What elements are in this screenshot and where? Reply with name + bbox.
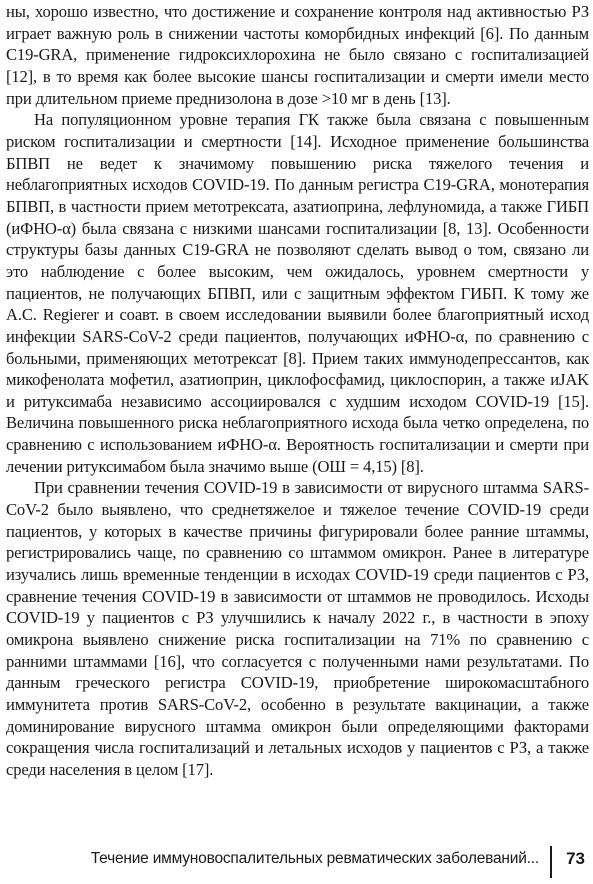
- paragraph-continued: ны, хорошо известно, что достижение и сохранение контроля над активностью РЗ играет важную роль в снижении частоты коморбидных инфекций [6]. По данным C19-GRA, применение гидроксихлорохина не было связано с госпитализацией [12], в то время как более высокие шансы госпитализации и смерти имели место при длительном приеме преднизолона в дозе >10 мг в день [13].: [6, 2, 589, 108]
- body-text: [6, 1, 589, 781]
- page-number: 73: [566, 849, 585, 868]
- paragraph-strain-comparison: При сравнении течения COVID-19 в зависимости от вирусного штамма SARS-CoV-2 было выявлено, что среднетяжелое и тяжелое течение COVID-19 среди пациентов, у которых в качестве причины фигурировали более ранние штаммы, регистрировались чаще, по сравнению со штаммом омикрон. Ранее в литературе изучались лишь временные тенденции в исходах COVID-19 среди пациентов с РЗ, сравнение течения COVID-19 в зависимости от штаммов не проводилось. Исходы COVID-19 у пациентов с РЗ улучшились к началу 2022 г., в частности в эпоху омикрона выявлено снижение риска госпитализации на 71% по сравнению с ранними штаммами [16], что согласуется с полученными нами результатами. По данным греческого регистра COVID-19, приобретение широкомасштабного иммунитета против SARS-CoV-2, особенно в результате вакцинации, а также доминирование вирусного штамма омикрон были определяющими факторами сокращения числа госпитализаций и летальных исходов у пациентов с РЗ, а также среди населения в целом [17].: [6, 478, 589, 779]
- document-page: [6, 0, 589, 884]
- page-footer: [6, 846, 589, 876]
- paragraph-therapy-risk: На популяционном уровне терапия ГК также была связана с повышенным риском госпитализации и смертности [14]. Исходное применение большинства БПВП не ведет к значимому повышению риска тяжелого течения и неблагоприятных исходов COVID-19. По данным регистра C19-GRA, монотерапия БПВП, в частности прием метотрексата, азатиоприна, лефлуномида, а также ГИБП (иФНО-α) была связана с низкими шансами госпитализации [8, 13]. Особенности структуры базы данных C19-GRA не позволяют сделать вывод о том, связано ли это наблюдение с более высоким, чем ожидалось, уровнем смертности у пациентов, не получающих БПВП, или с защитным эффектом ГИБП. К тому же A.C. Regierer и соавт. в своем исследовании выявили более благоприятный исход инфекции SARS-CoV-2 среди пациентов, получающих иФНО-α, по сравнению с больными, применяющих метотрексат [8]. Прием таких иммунодепрессантов, как микофенолата мофетил, азатиоприн, циклофосфамид, циклоспорин, а также иJAK и ритуксимаба независимо ассоциировался с худшим исходом COVID-19 [15]. Величина повышенного риска неблагоприятного исхода была четко определена, по сравнению с использованием иФНО-α. Вероятность госпитализации и смерти при лечении ритуксимабом была значимо выше (ОШ = 4,15) [8].: [6, 110, 589, 476]
- footer-divider: [550, 846, 552, 878]
- running-title: Течение иммуновоспалительных ревматических заболеваний...: [90, 850, 539, 867]
